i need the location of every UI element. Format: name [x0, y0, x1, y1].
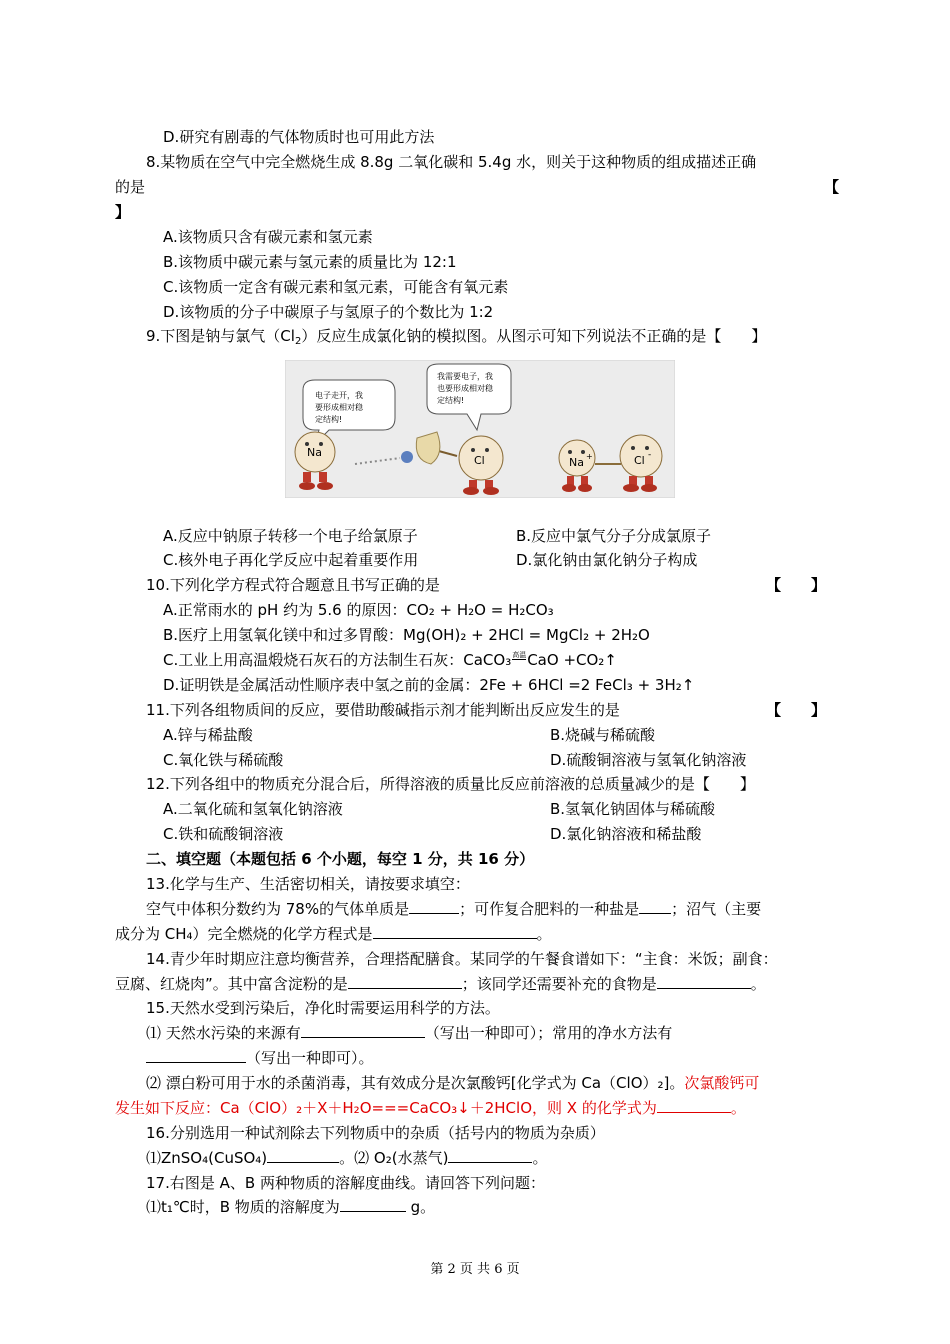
q9-stem: 9.下图是钠与氯气$(Cl_2)$反应生成氯化钠的模拟图。从图示可知下列说法不正确的是【 】 [146, 327, 767, 347]
cl-ion-charge: - [648, 450, 652, 460]
q15-stem: 15.天然水受到污染后，净化时需要运用科学的方法。 [146, 999, 500, 1017]
bubble-cl-line3: 定结构! [437, 396, 465, 405]
bubble-na-line3: 定结构! [315, 415, 343, 424]
bubble-cl-line2: 也要形成相对稳 [437, 384, 493, 393]
q16-blank-2[interactable] [448, 1148, 532, 1163]
q13-blank-1[interactable] [409, 899, 459, 914]
q14-line1: 14.青少年时期应注意均衡营养，合理搭配膳食。某同学的午餐食谱如下：“主食：米饭；副食： [146, 950, 778, 968]
q17-part1: ⑴t₁℃时，B 物质的溶解度为 g。 [146, 1198, 436, 1216]
q12-option-c: C.铁和硫酸铜溶液 [163, 825, 284, 843]
na-label: Na [307, 446, 322, 459]
q10-option-d: D.证明铁是金属活动性顺序表中氢之前的金属：2Fe + 6HCl =2 FeCl₃ + 3H₂↑ [163, 676, 695, 694]
q11-option-b: B.烧碱与稀硫酸 [550, 726, 656, 744]
q11-option-c: C.氧化铁与稀硫酸 [163, 751, 284, 769]
q15-part1-cont: （写出一种即可）。 [146, 1048, 374, 1068]
q12-stem: 12.下列各组中的物质充分混合后，所得溶液的质量比反应前溶液的总质量减少的是【 】 [146, 775, 755, 793]
q7-option-d: D.研究有剧毒的气体物质时也可用此方法 [163, 128, 435, 146]
q10-option-a: A.正常雨水的 pH 约为 5.6 的原因：CO₂ + H₂O = H₂CO₃ [163, 601, 554, 619]
q8-bracket-open: 【 [824, 178, 840, 196]
q13-line2: 成分为 CH₄）完全燃烧的化学方程式是 。 [115, 925, 552, 943]
q14-line2: 豆腐、红烧肉”。其中富含淀粉的是 ；该同学还需要补充的食物是 。 [115, 975, 766, 993]
q10-bracket: 【 】 [766, 576, 827, 594]
q13-line1: 空气中体积分数约为 78%的气体单质是 ；可作复合肥料的一种盐是 ；沼气（主要 [146, 900, 762, 918]
q15-blank-3[interactable] [657, 1098, 731, 1113]
bubble-cl-line1: 我需要电子，我 [437, 372, 493, 381]
q15-part1: ⑴ 天然水污染的来源有 （写出一种即可）；常用的净水方法有 [146, 1024, 673, 1042]
q8-option-d: D.该物质的分子中碳原子与氢原子的个数比为 1:2 [163, 303, 494, 321]
q10-option-c: C.工业上用高温煅烧石灰石的方法制生石灰：CaCO₃高温CaO +CO₂↑ [163, 651, 617, 669]
q16-stem: 16.分别选用一种试剂除去下列物质中的杂质（括号内的物质为杂质） [146, 1124, 605, 1142]
q13-blank-2[interactable] [639, 899, 671, 914]
q12-option-a: A.二氧化硫和氢氧化钠溶液 [163, 800, 343, 818]
page-footer: 第 2 页 共 6 页 [430, 1262, 520, 1277]
na-ion-label: Na [569, 456, 584, 469]
q11-stem: 11.下列各组物质间的反应，要借助酸碱指示剂才能判断出反应发生的是 [146, 701, 620, 719]
q11-option-d: D.硫酸铜溶液与氢氧化钠溶液 [550, 751, 747, 769]
q16-parts: ⑴ZnSO₄(CuSO₄) 。⑵ O₂(水蒸气) 。 [146, 1149, 548, 1167]
q9-option-b: B.反应中氯气分子分成氯原子 [516, 527, 712, 545]
q14-blank-2[interactable] [657, 974, 751, 989]
q13-blank-3[interactable] [373, 924, 537, 939]
q11-bracket: 【 】 [766, 701, 827, 719]
q15-blank-2[interactable] [146, 1048, 246, 1063]
q14-blank-1[interactable] [348, 974, 462, 989]
q13-stem: 13.化学与生产、生活密切相关，请按要求填空： [146, 875, 470, 893]
high-temp-condition: 高温 [512, 651, 527, 659]
q8-stem: 8.某物质在空气中完全燃烧生成 8.8g 二氧化碳和 5.4g 水，则关于这种物质的组成描述正确 [146, 153, 757, 171]
section-2-title: 二、填空题（本题包括 6 个小题，每空 1 分，共 16 分） [146, 850, 535, 868]
q17-stem: 17.右图是 A、B 两种物质的溶解度曲线。请回答下列问题： [146, 1174, 545, 1192]
sodium-chlorine-reaction-figure [285, 360, 675, 498]
q11-option-a: A.锌与稀盐酸 [163, 726, 253, 744]
q8-option-a: A.该物质只含有碳元素和氢元素 [163, 228, 373, 246]
q15-part2: ⑵ 漂白粉可用于水的杀菌消毒，其有效成分是次氯酸钙[化学式为 Ca（ClO）₂]。次氯酸钙可 [146, 1074, 760, 1092]
q9-option-d: D.氯化钠由氯化钠分子构成 [516, 551, 698, 569]
q8-option-b: B.该物质中碳元素与氢元素的质量比为 12:1 [163, 253, 457, 271]
q15-blank-1[interactable] [301, 1023, 425, 1038]
cl-label: Cl [474, 454, 485, 467]
q8-stem-cont: 的是 [115, 178, 146, 196]
bubble-na-line1: 电子走开，我 [315, 391, 363, 400]
bubble-na-line2: 要形成相对稳 [315, 403, 363, 412]
q12-option-d: D.氯化钠溶液和稀盐酸 [550, 825, 702, 843]
q8-option-c: C.该物质一定含有碳元素和氢元素，可能含有氧元素 [163, 278, 509, 296]
na-ion-charge: + [586, 452, 593, 461]
q8-bracket-close: 】 [115, 203, 131, 221]
q9-option-a: A.反应中钠原子转移一个电子给氯原子 [163, 527, 418, 545]
q12-option-b: B.氢氧化钠固体与稀硫酸 [550, 800, 716, 818]
cl-ion-label: Cl [634, 454, 645, 467]
q16-blank-1[interactable] [267, 1148, 339, 1163]
q10-option-b: B.医疗上用氢氧化镁中和过多胃酸：Mg(OH)₂ + 2HCl = MgCl₂ + 2H₂O [163, 626, 650, 644]
q10-stem: 10.下列化学方程式符合题意且书写正确的是 [146, 576, 440, 594]
q15-part2-cont: 发生如下反应：Ca（ClO）₂＋X＋H₂O===CaCO₃↓＋2HClO，则 X 的化学式为 。 [115, 1099, 746, 1117]
q9-option-c: C.核外电子再化学反应中起着重要作用 [163, 551, 419, 569]
q17-blank-1[interactable] [340, 1197, 406, 1212]
